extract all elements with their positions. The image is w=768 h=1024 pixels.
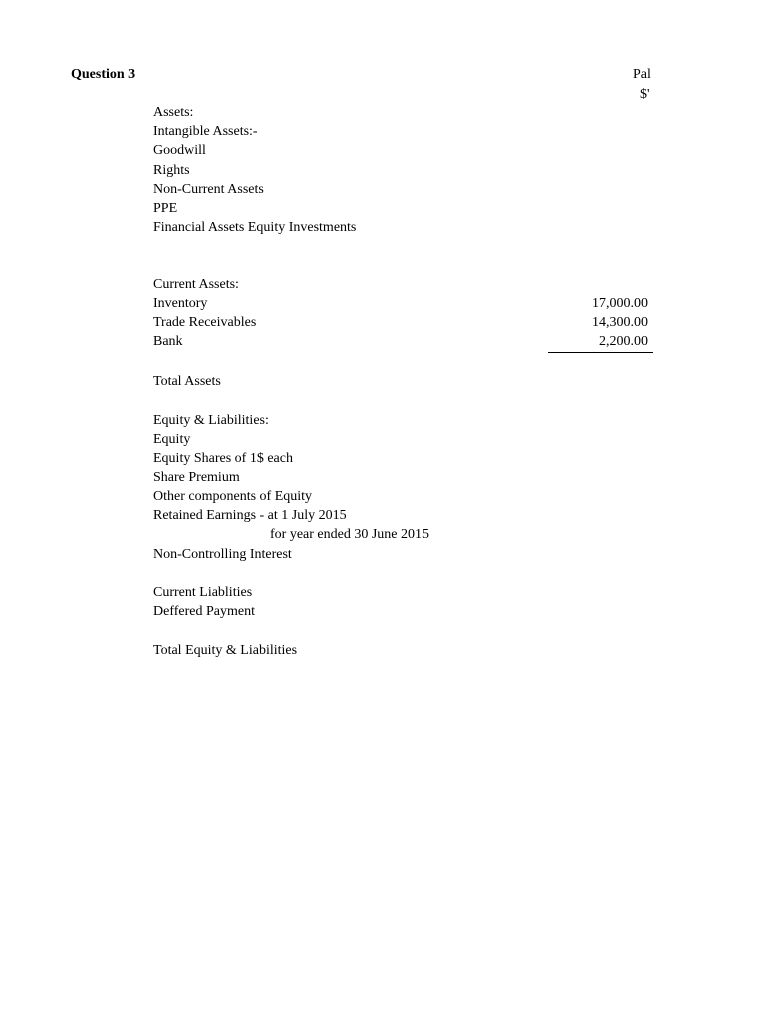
retained-earnings-year-label: for year ended 30 June 2015 [270,527,430,542]
trade-receivables-label: Trade Receivables [153,315,257,330]
equity-label: Equity [153,432,191,447]
inventory-value: 17,000.00 [592,296,648,311]
bank-value: 2,200.00 [599,334,648,349]
question-title: Question 3 [71,67,136,82]
assets-heading: Assets: [153,105,194,120]
non-controlling-interest-label: Non-Controlling Interest [153,547,292,562]
goodwill-label: Goodwill [153,143,206,158]
share-premium-label: Share Premium [153,470,240,485]
non-current-assets-label: Non-Current Assets [153,182,264,197]
trade-receivables-value: 14,300.00 [592,315,648,330]
column-header-unit: $' [640,87,650,102]
bank-label: Bank [153,334,183,349]
total-assets-label: Total Assets [153,374,221,389]
column-header-name: Pal [633,67,651,82]
current-assets-heading: Current Assets: [153,277,239,292]
deferred-payment-label: Deffered Payment [153,604,255,619]
current-liabilities-label: Current Liablities [153,585,253,600]
ppe-label: PPE [153,201,178,216]
inventory-label: Inventory [153,296,208,311]
financial-assets-label: Financial Assets Equity Investments [153,220,357,235]
retained-earnings-label: Retained Earnings - at 1 July 2015 [153,508,347,523]
rights-label: Rights [153,163,190,178]
equity-shares-label: Equity Shares of 1$ each [153,451,293,466]
equity-liabilities-heading: Equity & Liabilities: [153,413,269,428]
intangible-assets-heading: Intangible Assets:- [153,124,258,139]
subtotal-rule [548,352,653,353]
total-equity-liabilities-label: Total Equity & Liabilities [153,643,298,658]
other-components-label: Other components of Equity [153,489,313,504]
